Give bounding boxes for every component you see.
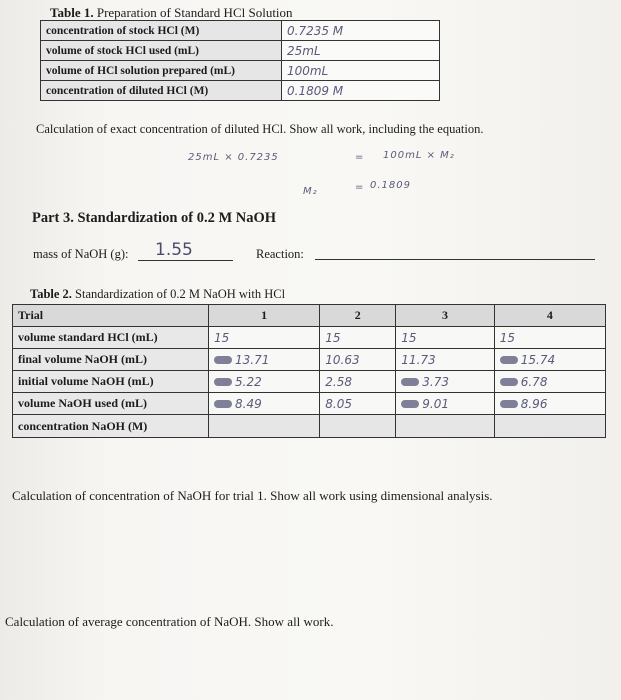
table2-cell (209, 371, 320, 393)
table2-cell-value: 6.78 (520, 374, 548, 389)
table2-cell-value: 8.49 (235, 396, 262, 411)
scribble-mark (214, 378, 232, 386)
table2-header-cell: 3 (396, 305, 494, 327)
table-row (13, 371, 606, 393)
table2 (12, 304, 606, 438)
table2-label: final volume NaOH (mL) (13, 349, 209, 371)
scribble-mark (401, 378, 419, 386)
table1-value: 0.7235 M (282, 21, 440, 41)
table-row (13, 393, 606, 415)
calc1-line1-left: 25mL × 0.7235 (188, 152, 279, 163)
table2-label: initial volume NaOH (mL) (13, 371, 209, 393)
scribble-mark (214, 400, 232, 408)
table2-cell: 15 (320, 327, 396, 349)
reaction-label: Reaction: (256, 247, 304, 261)
calc1-line1-eq: = (355, 152, 365, 163)
table1-label: volume of HCl solution prepared (mL) (41, 61, 282, 81)
table2-cell (320, 415, 396, 438)
table1 (40, 20, 440, 101)
table2-cell-value: 15.74 (520, 352, 556, 367)
calc1-prompt: Calculation of exact concentration of diluted HCl. Show all work, including the equation. (36, 122, 484, 136)
table2-title (30, 287, 285, 302)
table2-cell-value: 13.71 (235, 352, 270, 367)
mass-value: 1.55 (155, 240, 193, 260)
table2-cell-value: 3.73 (422, 374, 450, 389)
table2-cell (494, 371, 605, 393)
table2-subtitle: Standardization of 0.2 M NaOH with HCl (75, 287, 286, 301)
scribble-mark (500, 356, 518, 364)
table-row (41, 61, 440, 81)
scribble-mark (500, 378, 518, 386)
table2-cell-value: 9.01 (422, 396, 450, 411)
calc1-line1-right: 100mL × M₂ (383, 150, 455, 161)
table-header-row (13, 305, 606, 327)
table2-header-cell: Trial (13, 305, 209, 327)
table1-label: concentration of stock HCl (M) (41, 21, 282, 41)
calc1-line2-right: 0.1809 (370, 180, 411, 191)
table2-cell: 2.58 (320, 371, 396, 393)
table2-cell-value: 8.96 (520, 396, 548, 411)
table1-title (50, 5, 293, 21)
table2-header-cell: 2 (320, 305, 396, 327)
table2-cell: 8.05 (320, 393, 396, 415)
calc3-prompt: Calculation of average concentration of NaOH. Show all work. (5, 614, 334, 629)
table2-cell: 15 (396, 327, 494, 349)
scribble-mark (401, 400, 419, 408)
table2-header-cell: 1 (209, 305, 320, 327)
table1-value: 25mL (282, 41, 440, 61)
reaction-answer-line (315, 259, 595, 260)
table2-label: concentration NaOH (M) (13, 415, 209, 438)
part3-heading: Part 3. Standardization of 0.2 M NaOH (32, 210, 277, 226)
table2-cell: 15 (209, 327, 320, 349)
scribble-mark (214, 356, 232, 364)
table2-cell (494, 415, 605, 438)
table1-title-label: Table 1. (50, 5, 94, 20)
table1-value: 100mL (282, 61, 440, 81)
calc2-prompt: Calculation of concentration of NaOH for trial 1. Show all work using dimensional analysis. (12, 488, 493, 503)
table2-cell: 15 (494, 327, 605, 349)
table-row (13, 415, 606, 438)
table2-cell (494, 393, 605, 415)
table2-cell (209, 415, 320, 438)
table-row (41, 41, 440, 61)
table2-label: volume NaOH used (mL) (13, 393, 209, 415)
scribble-mark (500, 400, 518, 408)
table2-cell (396, 393, 494, 415)
table2-cell (209, 393, 320, 415)
table2-header-cell: 4 (494, 305, 605, 327)
table2-cell: 10.63 (320, 349, 396, 371)
table2-cell-value: 5.22 (235, 374, 262, 389)
table1-subtitle: Preparation of Standard HCl Solution (96, 5, 293, 20)
mass-label: mass of NaOH (g): (33, 247, 129, 261)
table2-title-label: Table 2. (30, 287, 72, 301)
table2-cell (209, 349, 320, 371)
table2-label: volume standard HCl (mL) (13, 327, 209, 349)
calc1-line2-left: M₂ (303, 186, 318, 197)
table-row (41, 21, 440, 41)
table1-label: volume of stock HCl used (mL) (41, 41, 282, 61)
table-row (13, 327, 606, 349)
table-row (41, 81, 440, 101)
calc1-line2-eq: = (355, 182, 365, 193)
table2-cell (494, 349, 605, 371)
table-row (13, 349, 606, 371)
table2-cell: 11.73 (396, 349, 494, 371)
mass-answer-line (138, 260, 233, 261)
table2-cell (396, 415, 494, 438)
table1-value: 0.1809 M (282, 81, 440, 101)
table1-label: concentration of diluted HCl (M) (41, 81, 282, 101)
table2-cell (396, 371, 494, 393)
